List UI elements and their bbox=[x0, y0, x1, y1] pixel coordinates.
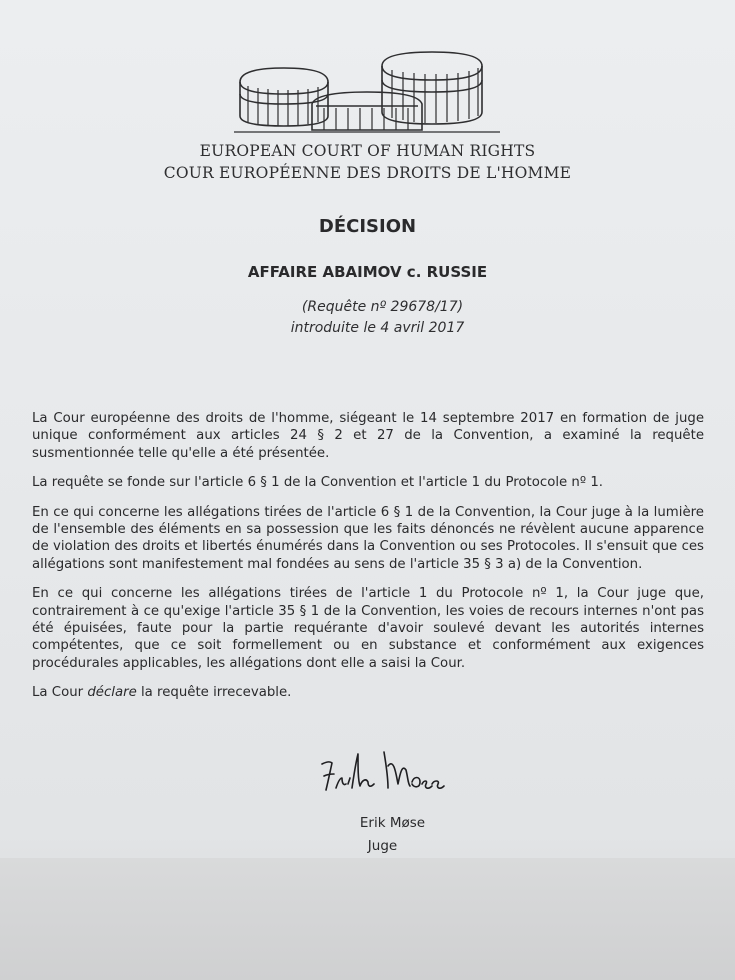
court-building-logo bbox=[232, 46, 502, 140]
paragraph-article-6: En ce qui concerne les allégations tirées de l'article 6 § 1 de la Convention, la Cour juge à la lumière de l'ensemble des éléments en sa possession que les faits dénoncés ne révèlent aucune apparence de violation des droits et libertés énumérés dans la Convention ou ses Protocoles. Il s'ensuit que ces allégations sont manifestement mal fondées au sens de l'article 35 § 3 a) de la Convention. bbox=[32, 504, 704, 572]
application-number: (Requête nº 29678/17) bbox=[301, 299, 464, 315]
decision-title: DÉCISION bbox=[318, 216, 417, 237]
operative-start: La Cour bbox=[32, 685, 88, 701]
paragraph-basis: La requête se fonde sur l'article 6 § 1 de la Convention et l'article 1 du Protocole nº 1. bbox=[32, 475, 604, 491]
court-name-french: COUR EUROPÉENNE DES DROITS DE L'HOMME bbox=[163, 164, 572, 182]
decision-body bbox=[32, 410, 704, 714]
paragraph-protocol-1: En ce qui concerne les allégations tirées de l'article 1 du Protocole nº 1, la Cour juge que, contrairement à ce qu'exige l'article 35 § 1 de la Convention, les voies de recours internes n'ont pas été épuisées, faute pour la partie requérante d'avoir soulevé devant les autorités internes compétentes, que ce soit formellement ou en substance et conformément aux exigences procédurales applicables, les allégations dont elle a saisi la Cour. bbox=[32, 586, 704, 671]
signer-name: Erik Møse bbox=[359, 815, 426, 831]
operative-emphasis: déclare bbox=[87, 685, 137, 701]
case-name: AFFAIRE ABAIMOV c. RUSSIE bbox=[247, 263, 488, 281]
court-name-english: EUROPEAN COURT OF HUMAN RIGHTS bbox=[199, 142, 536, 160]
handwritten-signature bbox=[316, 744, 446, 800]
lodged-date: introduite le 4 avril 2017 bbox=[290, 320, 465, 336]
signer-role: Juge bbox=[367, 838, 398, 854]
page-fold-shadow bbox=[0, 858, 735, 980]
paragraph-operative bbox=[32, 684, 704, 701]
paragraph-composition: La Cour européenne des droits de l'homme, siégeant le 14 septembre 2017 en formation de juge unique conformément aux articles 24 § 2 et 27 de la Convention, a examiné la requête susmentionnée telle qu'elle a été présentée. bbox=[32, 411, 704, 461]
operative-end: la requête irrecevable. bbox=[136, 685, 292, 701]
